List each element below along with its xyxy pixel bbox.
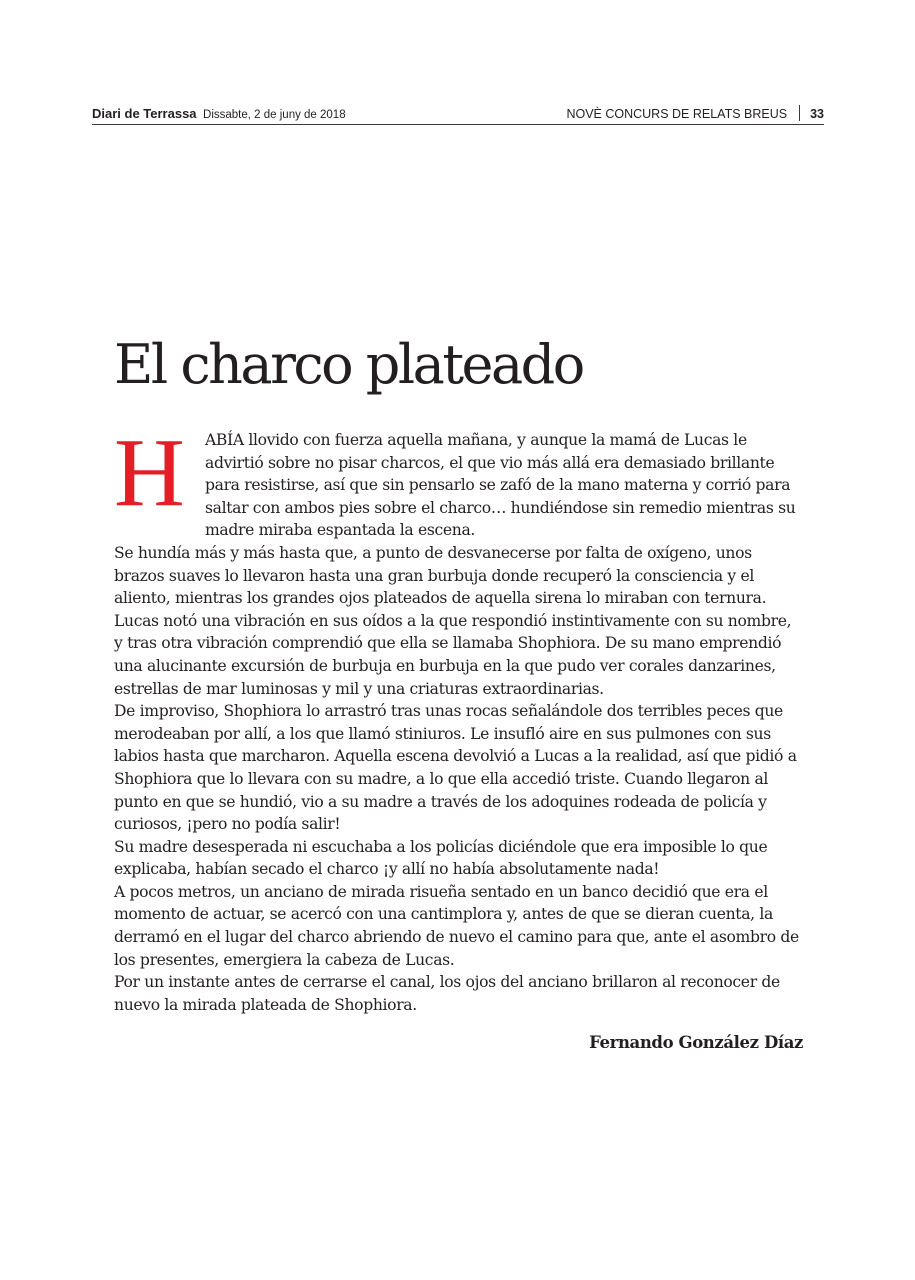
drop-cap: H (114, 419, 185, 527)
header-left (92, 106, 346, 121)
page-header (92, 102, 824, 125)
paragraph (114, 419, 804, 542)
paragraph-text: ABÍA llovido con fuerza aquella mañana, y aunque la mamá de Lucas le advirtió sobre no pisar charcos, el que vio más allá era demasiado brillante para resistirse, así que sin pensarlo se zafó de la mano materna y corrió para saltar con ambos pies sobre el charco… hundiéndose sin remedio mientras su madre miraba espantada la escena. (205, 431, 796, 540)
article-title: El charco plateado (114, 333, 583, 396)
section-title: NOVÈ CONCURS DE RELATS BREUS (566, 106, 788, 121)
paragraph: A pocos metros, un anciano de mirada risueña sentado en un banco decidió que era el momento de actuar, se acercó con una cantimplora y, antes de que se dieran cuenta, la derramó en el lugar del charco abriendo de nuevo el camino para que, ante el asombro de los presentes, emergiera la cabeza de Lucas. (114, 882, 799, 969)
page-number: 33 (810, 106, 824, 121)
publication-date: Dissabte, 2 de juny de 2018 (203, 109, 346, 121)
paragraph: Por un instante antes de cerrarse el canal, los ojos del anciano brillaron al reconocer de nuevo la mirada plateada de Shophiora. (114, 973, 780, 1014)
author-byline: Fernando González Díaz (589, 1033, 803, 1052)
paragraph: Lucas notó una vibración en sus oídos a la que respondió instintivamente con su nombre, y tras otra vibración comprendió que ella se llamaba Shophiora. De su mano emprendió una alucinante excursión de burbuja en burbuja en la que pudo ver corales danzarines, estrellas de mar luminosas y mil y una criaturas extraordinarias. (114, 611, 792, 698)
masthead: Diari de Terrassa (92, 106, 197, 121)
paragraph: De improviso, Shophiora lo arrastró tras unas rocas señalándole dos terribles peces que merodeaban por allí, a los que llamó stiniuros. Le insufló aire en sus pulmones con sus labios hasta que marcharon. Aquella escena devolvió a Lucas a la realidad, así que pidió a Shophiora que lo llevara con su madre, a lo que ella accedió triste. Cuando llegaron al punto en que se hundió, vio a su madre a través de los adoquines rodeada de policía y curiosos, ¡pero no podía salir! (114, 702, 797, 834)
article-body (114, 419, 804, 1016)
header-right (566, 106, 824, 121)
paragraph: Se hundía más y más hasta que, a punto de desvanecerse por falta de oxígeno, unos brazos suaves lo llevaron hasta una gran burbuja donde recuperó la consciencia y el aliento, mientras los grandes ojos plateados de aquella sirena lo miraban con ternura. (114, 543, 767, 608)
paragraph: Su madre desesperada ni escuchaba a los policías diciéndole que era imposible lo que explicaba, habían secado el charco ¡y allí no había absolutamente nada! (114, 837, 768, 879)
